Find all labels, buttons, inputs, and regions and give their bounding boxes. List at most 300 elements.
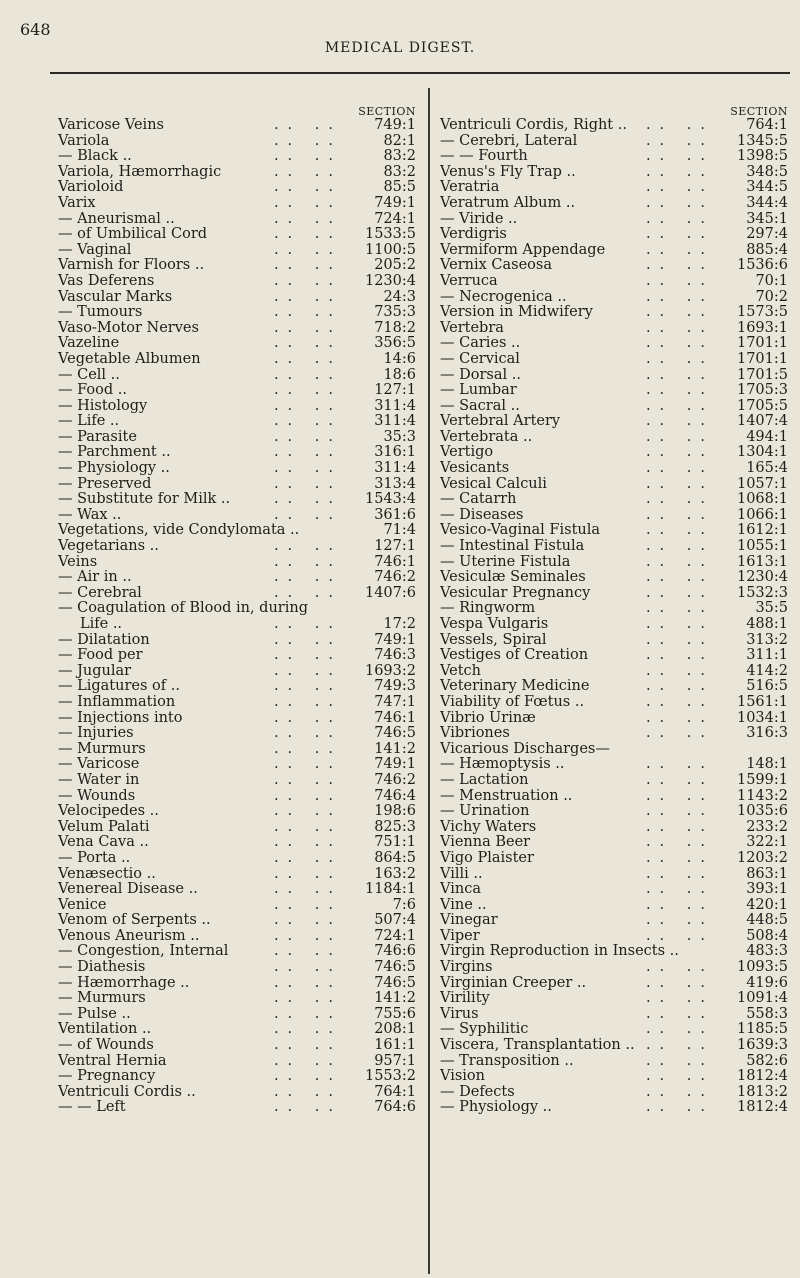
index-entry xyxy=(58,477,418,493)
leader-dots: .. .. xyxy=(645,553,714,570)
index-term: Vine .. xyxy=(440,896,487,913)
leader-dots: .. .. xyxy=(645,397,714,414)
index-term: — Wounds xyxy=(58,787,136,804)
index-entry xyxy=(440,960,790,976)
index-entry xyxy=(440,399,790,415)
section-header: SECTION xyxy=(358,105,416,118)
index-term: Vertebra xyxy=(440,319,504,336)
index-term: — Diathesis xyxy=(58,959,146,976)
index-term: — Transposition .. xyxy=(440,1052,574,1069)
index-term: Virus xyxy=(440,1005,479,1022)
index-term: Venous Aneurism .. xyxy=(58,927,200,944)
index-entry xyxy=(58,336,418,352)
index-term: — Physiology .. xyxy=(58,460,170,477)
leader-dots: .. .. xyxy=(273,787,342,804)
index-entry xyxy=(440,867,790,883)
index-entry xyxy=(440,601,790,617)
section-reference: 71:4 xyxy=(383,522,416,539)
index-term: Varioloid xyxy=(58,179,124,196)
section-reference: 746:5 xyxy=(374,959,416,976)
index-term: — Injuries xyxy=(58,725,134,742)
section-header: SECTION xyxy=(730,105,788,118)
section-reference: 1398:5 xyxy=(736,148,788,165)
index-entry xyxy=(58,445,418,461)
index-term: — Dorsal .. xyxy=(440,366,521,383)
index-entry xyxy=(440,445,790,461)
index-term: — Urination xyxy=(440,803,530,820)
index-entry xyxy=(440,711,790,727)
index-term: Vertebrata .. xyxy=(440,428,533,445)
section-reference: 70:2 xyxy=(755,288,788,305)
section-reference: 17:2 xyxy=(383,616,416,632)
leader-dots: .. .. xyxy=(273,428,342,445)
leader-dots: .. .. xyxy=(273,834,342,851)
leader-dots: .. .. xyxy=(645,990,714,1007)
section-reference: 747:1 xyxy=(374,693,416,710)
section-reference: 24:3 xyxy=(383,288,416,305)
leader-dots: .. .. xyxy=(273,553,342,570)
leader-dots: .. .. xyxy=(273,148,342,165)
leader-dots: .. .. xyxy=(273,927,342,944)
leader-dots: .. .. xyxy=(273,709,342,726)
index-term: Velocipedes .. xyxy=(58,803,159,820)
leader-dots: .. .. xyxy=(645,974,714,991)
index-entry xyxy=(440,1069,790,1085)
leader-dots: .. .. xyxy=(273,912,342,929)
leader-dots: .. .. xyxy=(645,506,714,523)
index-term: — Uterine Fistula xyxy=(440,553,571,570)
index-entry xyxy=(440,898,790,914)
index-term: — Cell .. xyxy=(58,366,120,383)
leader-dots: .. .. xyxy=(273,943,342,960)
index-term: — Porta .. xyxy=(58,849,131,866)
index-entry xyxy=(58,664,418,680)
leader-dots: .. .. xyxy=(645,569,714,586)
index-entry xyxy=(440,820,790,836)
index-term: Virgin Reproduction in Insects .. xyxy=(440,943,679,960)
index-term: — Jugular xyxy=(58,662,132,679)
leader-dots: .. .. xyxy=(645,616,714,632)
index-entry xyxy=(440,555,790,571)
index-term: Vaso-Motor Nerves xyxy=(58,319,199,336)
index-term: — Necrogenica .. xyxy=(440,288,567,305)
index-term: Vinca xyxy=(440,881,481,898)
index-term: — — Left xyxy=(58,1099,126,1116)
index-entry xyxy=(58,212,418,228)
index-term: Vesicants xyxy=(440,460,510,477)
index-entry xyxy=(440,1022,790,1038)
leader-dots: .. .. xyxy=(645,304,714,321)
leader-dots: .. .. xyxy=(273,272,342,289)
leader-dots: .. .. xyxy=(273,662,342,679)
index-term: — Hæmoptysis .. xyxy=(440,756,565,773)
index-term: Veins xyxy=(58,553,98,570)
section-reference: 208:1 xyxy=(374,1021,416,1038)
section-reference: 746:4 xyxy=(374,787,416,804)
section-reference: 1599:1 xyxy=(736,771,788,788)
index-entry xyxy=(440,196,790,212)
section-reference: 1561:1 xyxy=(736,693,788,710)
section-reference: 1536:6 xyxy=(736,257,788,274)
section-reference: 297:4 xyxy=(746,226,788,243)
leader-dots: .. .. xyxy=(273,163,342,180)
leader-dots: .. .. xyxy=(645,896,714,913)
section-reference: 348:5 xyxy=(746,163,788,180)
index-entry xyxy=(440,570,790,586)
leader-dots: .. .. xyxy=(645,257,714,274)
section-reference: 14:6 xyxy=(383,350,416,367)
index-entry xyxy=(440,258,790,274)
section-reference: 764:1 xyxy=(746,117,788,133)
index-entry xyxy=(58,898,418,914)
index-entry xyxy=(58,976,418,992)
leader-dots: .. .. xyxy=(273,335,342,352)
leader-dots: .. .. xyxy=(273,584,342,601)
section-reference: 311:4 xyxy=(374,413,416,430)
index-entries xyxy=(440,118,790,1116)
index-entry xyxy=(440,1038,790,1054)
index-entries xyxy=(58,118,418,1116)
index-term: Vibriones xyxy=(440,725,510,742)
index-entry xyxy=(58,555,418,571)
index-term: — Water in xyxy=(58,771,140,788)
index-term: — Histology xyxy=(58,397,148,414)
leader-dots: .. .. xyxy=(645,834,714,851)
section-reference: 1553:2 xyxy=(364,1068,416,1085)
index-term: — Aneurismal .. xyxy=(58,210,175,227)
section-reference: 749:1 xyxy=(374,756,416,773)
section-reference: 751:1 xyxy=(374,834,416,851)
leader-dots: .. .. xyxy=(645,787,714,804)
leader-dots: .. .. xyxy=(645,522,714,539)
index-term: — Pulse .. xyxy=(58,1005,131,1022)
leader-dots: .. .. xyxy=(273,194,342,211)
section-reference: 1230:4 xyxy=(364,272,416,289)
index-entry xyxy=(440,523,790,539)
leader-dots: .. .. xyxy=(273,506,342,523)
index-term: — Pregnancy xyxy=(58,1068,156,1085)
index-entry xyxy=(440,695,790,711)
section-reference: 1612:1 xyxy=(736,522,788,539)
section-reference: 1034:1 xyxy=(736,709,788,726)
index-term: Vegetable Albumen xyxy=(58,350,201,367)
section-reference: 957:1 xyxy=(374,1052,416,1069)
index-entry xyxy=(58,134,418,150)
leader-dots: .. .. xyxy=(273,631,342,648)
leader-dots: .. .. xyxy=(273,117,342,133)
section-reference: 82:1 xyxy=(383,132,416,149)
index-term: — Physiology .. xyxy=(440,1099,552,1116)
index-entry xyxy=(440,290,790,306)
section-reference: 1701:1 xyxy=(736,335,788,352)
section-reference: 198:6 xyxy=(374,803,416,820)
index-term: Vesicular Pregnancy xyxy=(440,584,591,601)
index-entry xyxy=(440,773,790,789)
leader-dots: .. .. xyxy=(273,1052,342,1069)
leader-dots: .. .. xyxy=(645,849,714,866)
index-entry xyxy=(58,321,418,337)
leader-dots: .. .. xyxy=(273,210,342,227)
leader-dots: .. .. xyxy=(645,1005,714,1022)
section-reference: 1185:5 xyxy=(736,1021,788,1038)
index-term: Veratria xyxy=(440,179,500,196)
index-term: — Tumours xyxy=(58,304,143,321)
index-entry xyxy=(440,679,790,695)
section-reference: 161:1 xyxy=(374,1037,416,1054)
index-term: Vinegar xyxy=(440,912,498,929)
index-entry xyxy=(58,383,418,399)
section-reference: 1812:4 xyxy=(736,1099,788,1116)
index-entry xyxy=(440,1100,790,1116)
index-entry xyxy=(58,851,418,867)
section-reference: 414:2 xyxy=(746,662,788,679)
leader-dots: .. .. xyxy=(645,756,714,773)
leader-dots: .. .. xyxy=(273,491,342,508)
section-reference: 344:5 xyxy=(746,179,788,196)
section-reference: 18:6 xyxy=(383,366,416,383)
index-term: Venice xyxy=(58,896,107,913)
index-entry xyxy=(58,258,418,274)
leader-dots: .. .. xyxy=(273,849,342,866)
leader-dots: .. .. xyxy=(645,491,714,508)
index-entry xyxy=(440,648,790,664)
index-term: — Defects xyxy=(440,1083,515,1100)
section-reference: 420:1 xyxy=(746,896,788,913)
leader-dots: .. .. xyxy=(645,771,714,788)
index-entry xyxy=(440,539,790,555)
index-term: Venus's Fly Trap .. xyxy=(440,163,576,180)
leader-dots: .. .. xyxy=(645,865,714,882)
leader-dots: .. .. xyxy=(273,1068,342,1085)
section-reference: 1813:2 xyxy=(736,1083,788,1100)
index-entry xyxy=(58,430,418,446)
index-entry xyxy=(440,789,790,805)
page-number: 648 xyxy=(20,20,51,39)
leader-dots: .. .. xyxy=(645,647,714,664)
index-term: Vertigo xyxy=(440,444,494,461)
index-entry xyxy=(440,149,790,165)
index-entry xyxy=(58,679,418,695)
section-reference: 344:4 xyxy=(746,194,788,211)
index-term: Vetch xyxy=(440,662,482,679)
index-entry xyxy=(58,601,418,617)
index-term: — Black .. xyxy=(58,148,132,165)
index-entry xyxy=(58,414,418,430)
index-entry xyxy=(440,1085,790,1101)
section-reference: 746:5 xyxy=(374,725,416,742)
section-reference: 488:1 xyxy=(746,616,788,632)
leader-dots: .. .. xyxy=(645,117,714,133)
index-term: — Catarrh xyxy=(440,491,517,508)
index-term: — Air in .. xyxy=(58,569,132,586)
index-entry xyxy=(440,1054,790,1070)
index-entry xyxy=(58,243,418,259)
index-term: — Murmurs xyxy=(58,990,146,1007)
index-entry xyxy=(440,508,790,524)
section-reference: 1613:1 xyxy=(736,553,788,570)
index-entry xyxy=(440,212,790,228)
section-reference: 735:3 xyxy=(374,304,416,321)
index-entry xyxy=(440,742,790,758)
running-head: MEDICAL DIGEST. xyxy=(324,40,476,56)
header-rule xyxy=(50,72,790,74)
index-term: Vicarious Discharges— xyxy=(440,740,610,757)
index-term: — Murmurs xyxy=(58,740,146,757)
index-term: Varix xyxy=(58,194,96,211)
section-reference: 582:6 xyxy=(746,1052,788,1069)
section-reference: 1066:1 xyxy=(736,506,788,523)
section-reference: 1532:3 xyxy=(736,584,788,601)
section-reference: 7:6 xyxy=(392,896,416,913)
section-reference: 35:3 xyxy=(383,428,416,445)
section-reference: 1068:1 xyxy=(736,491,788,508)
section-reference: 1230:4 xyxy=(736,569,788,586)
index-entry xyxy=(58,695,418,711)
section-reference: 1639:3 xyxy=(736,1037,788,1054)
index-entry xyxy=(440,929,790,945)
index-entry xyxy=(58,929,418,945)
leader-dots: .. .. xyxy=(273,397,342,414)
index-entry xyxy=(440,835,790,851)
index-term: Viper xyxy=(440,927,480,944)
leader-dots: .. .. xyxy=(645,709,714,726)
section-reference: 1705:5 xyxy=(736,397,788,414)
index-entry xyxy=(440,243,790,259)
section-reference: 508:4 xyxy=(746,927,788,944)
index-entry xyxy=(440,118,790,134)
index-term: Vegetarians .. xyxy=(58,538,159,555)
section-reference: 70:1 xyxy=(755,272,788,289)
index-term: Variola xyxy=(58,132,110,149)
section-reference: 746:6 xyxy=(374,943,416,960)
index-term: — Viride .. xyxy=(440,210,518,227)
index-term: Vascular Marks xyxy=(58,288,173,305)
index-entry xyxy=(58,492,418,508)
section-reference: 746:1 xyxy=(374,553,416,570)
index-term: Veterinary Medicine xyxy=(440,678,590,695)
leader-dots: .. .. xyxy=(645,1068,714,1085)
index-term: Vibrio Urinæ xyxy=(440,709,536,726)
leader-dots: .. .. xyxy=(645,631,714,648)
index-term: Vesiculæ Seminales xyxy=(440,569,586,586)
index-term: — Sacral .. xyxy=(440,397,520,414)
section-reference: 356:5 xyxy=(374,335,416,352)
section-reference: 864:5 xyxy=(374,849,416,866)
section-reference: 1693:1 xyxy=(736,319,788,336)
leader-dots: .. .. xyxy=(645,1083,714,1100)
section-reference: 746:5 xyxy=(374,974,416,991)
leader-dots: .. .. xyxy=(645,460,714,477)
leader-dots: .. .. xyxy=(645,693,714,710)
section-reference: 1345:5 xyxy=(736,132,788,149)
index-term: Varicose Veins xyxy=(58,117,164,133)
leader-dots: .. .. xyxy=(645,725,714,742)
section-reference: 1143:2 xyxy=(736,787,788,804)
index-term: — Preserved xyxy=(58,475,152,492)
section-reference: 749:1 xyxy=(374,194,416,211)
index-entry xyxy=(58,523,418,539)
index-term: — Wax .. xyxy=(58,506,122,523)
right-index-column xyxy=(440,105,790,1116)
section-reference: 724:1 xyxy=(374,927,416,944)
section-reference: 313:2 xyxy=(746,631,788,648)
column-divider xyxy=(428,88,430,1274)
index-entry xyxy=(440,352,790,368)
section-reference: 311:1 xyxy=(746,647,788,664)
index-entry xyxy=(58,648,418,664)
section-reference: 1407:4 xyxy=(736,413,788,430)
leader-dots: .. .. xyxy=(645,226,714,243)
index-entry xyxy=(58,180,418,196)
index-entry xyxy=(440,414,790,430)
leader-dots: .. .. xyxy=(273,1005,342,1022)
index-term: — Dilatation xyxy=(58,631,150,648)
leader-dots: .. .. xyxy=(273,288,342,305)
section-reference: 746:2 xyxy=(374,569,416,586)
index-term: Veratrum Album .. xyxy=(440,194,576,211)
leader-dots: .. .. xyxy=(645,662,714,679)
index-entry xyxy=(440,804,790,820)
section-reference: 1091:4 xyxy=(736,990,788,1007)
index-term: — Hæmorrhage .. xyxy=(58,974,190,991)
index-entry xyxy=(58,352,418,368)
leader-dots: .. .. xyxy=(273,818,342,835)
index-entry xyxy=(440,633,790,649)
index-entry xyxy=(440,664,790,680)
leader-dots: .. .. xyxy=(645,444,714,461)
section-reference: 1100:5 xyxy=(364,241,416,258)
index-term: Variola, Hæmorrhagic xyxy=(58,163,222,180)
index-term: — Syphilitic xyxy=(440,1021,529,1038)
index-term: Venom of Serpents .. xyxy=(58,912,211,929)
leader-dots: .. .. xyxy=(645,678,714,695)
leader-dots: .. .. xyxy=(645,1052,714,1069)
index-entry xyxy=(58,960,418,976)
section-reference: 1035:6 xyxy=(736,803,788,820)
leader-dots: .. .. xyxy=(273,444,342,461)
index-entry xyxy=(58,804,418,820)
index-term: Vesical Calculi xyxy=(440,475,547,492)
leader-dots: .. .. xyxy=(273,366,342,383)
index-entry xyxy=(58,1100,418,1116)
index-entry xyxy=(58,617,418,633)
section-reference: 1533:5 xyxy=(364,226,416,243)
leader-dots: .. .. xyxy=(645,1099,714,1116)
section-reference: 141:2 xyxy=(374,740,416,757)
leader-dots: .. .. xyxy=(273,896,342,913)
leader-dots: .. .. xyxy=(273,616,342,632)
index-term: Vena Cava .. xyxy=(58,834,149,851)
index-term: — Cervical xyxy=(440,350,520,367)
index-entry xyxy=(58,773,418,789)
index-entry xyxy=(440,477,790,493)
section-reference: 1055:1 xyxy=(736,538,788,555)
section-reference: 1543:4 xyxy=(364,491,416,508)
index-entry xyxy=(440,274,790,290)
index-term: Venæsectio .. xyxy=(58,865,156,882)
index-term: — Parasite xyxy=(58,428,137,445)
index-term: — Food .. xyxy=(58,382,127,399)
section-reference: 35:5 xyxy=(755,600,788,617)
section-reference: 749:1 xyxy=(374,117,416,133)
index-entry xyxy=(440,882,790,898)
index-entry xyxy=(440,134,790,150)
index-entry xyxy=(58,508,418,524)
index-entry xyxy=(58,290,418,306)
index-term: Vestiges of Creation xyxy=(440,647,589,664)
leader-dots: .. .. xyxy=(645,319,714,336)
section-reference: 1093:5 xyxy=(736,959,788,976)
